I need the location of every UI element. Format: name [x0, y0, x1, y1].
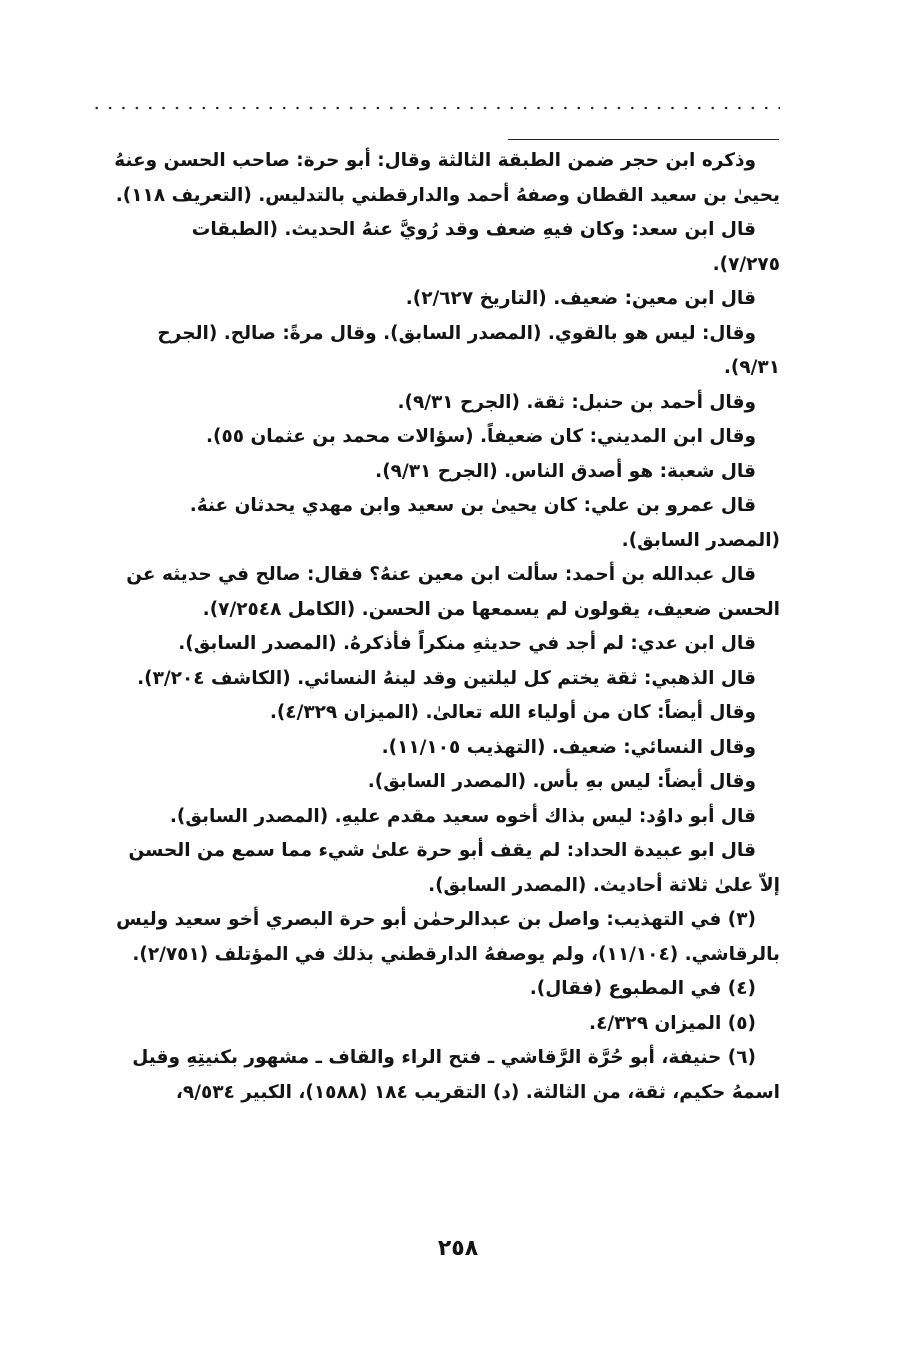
footnote-line: اسمهُ حكيم، ثقة، من الثالثة. (د) التقريب ١٨٤ (١٥٨٨)، الكبير ٩/٥٣٤، — [175, 1081, 780, 1103]
footnote-line: (٣) في التهذيب: واصل بن عبدالرحمٰن أبو حرة البصري أخو سعيد وليس — [116, 909, 756, 930]
text-line: ٧/٢٧٥). — [712, 253, 780, 275]
text-line: وقال أيضاً: ليس بهِ بأس. (المصدر السابق). — [367, 771, 756, 792]
text-line: قال شعبة: هو أصدق الناس. (الجرح ٩/٣١). — [375, 460, 756, 482]
text-line: وقال النسائي: ضعيف. (التهذيب ١١/١٠٥). — [381, 736, 756, 758]
footnote-line: بالرقاشي. (١١/١٠٤)، ولم يوصفهُ الدارقطني بذلك في المؤتلف (٢/٧٥١). — [132, 943, 780, 965]
text-line: يحيىٰ بن سعيد القطان وصفهُ أحمد والدارقطني بالتدليس. (التعريف ١١٨). — [115, 184, 780, 206]
text-line: وقال أحمد بن حنبل: ثقة. (الجرح ٩/٣١). — [397, 391, 756, 413]
text-line: الحسن ضعيف، يقولون لم يسمعها من الحسن. (الكامل ٧/٢٥٤٨). — [202, 598, 780, 620]
text-line: قال ابن عدي: لم أجد في حديثهِ منكراً فأذكرهُ. (المصدر السابق). — [178, 633, 756, 654]
footnote-line: (٤) في المطبوع (فقال). — [529, 978, 756, 999]
text-line: قال ابن سعد: وكان فيهِ ضعف وقد رُويَّ عنهُ الحديث. (الطبقات — [191, 219, 756, 240]
dotted-separator — [90, 103, 780, 113]
footnote-rule — [508, 139, 779, 140]
footnote-line: (٥) الميزان ٤/٣٢٩. — [589, 1012, 756, 1034]
footnote-line: (٦) حنيفة، أبو حُرَّة الرَّقاشي ـ فتح الراء والقاف ـ مشهور بكنيتِهِ وقيل — [132, 1047, 756, 1068]
text-line: قال ابو عبيدة الحداد: لم يقف أبو حرة علىٰ شيء مما سمع من الحسن — [128, 840, 756, 861]
text-line: وقال أيضاً: كان من أولياء الله تعالىٰ. (الميزان ٤/٣٢٩). — [269, 702, 756, 723]
text-line: وقال ابن المديني: كان ضعيفاً. (سؤالات محمد بن عثمان ٥٥). — [206, 426, 756, 447]
text-line: قال أبو داوُد: ليس بذاك أخوه سعيد مقدم عليهِ. (المصدر السابق). — [169, 805, 756, 827]
page-number: ٢٥٨ — [437, 1236, 479, 1261]
text-line: قال عبدالله بن أحمد: سألت ابن معين عنهُ؟ فقال: صالح في حديثه عن — [126, 564, 756, 585]
text-line: ٩/٣١). — [723, 357, 780, 378]
text-line: قال الذهبي: ثقة يختم كل ليلتين وقد لينهُ النسائي. (الكاشف ٣/٢٠٤). — [137, 667, 756, 689]
footnote-text — [80, 144, 780, 1110]
text-line: وذكره ابن حجر ضمن الطبقة الثالثة وقال: أبو حرة: صاحب الحسن وعنهُ — [114, 150, 756, 171]
text-line: إلاّ علىٰ ثلاثة أحاديث. (المصدر السابق). — [428, 874, 780, 896]
text-line: قال ابن معين: ضعيف. (التاريخ ٢/٦٢٧). — [405, 288, 756, 309]
text-line: (المصدر السابق). — [621, 529, 780, 551]
text-line: قال عمرو بن علي: كان يحيىٰ بن سعيد وابن مهدي يحدثان عنهُ. — [189, 495, 756, 516]
text-line: وقال: ليس هو بالقوي. (المصدر السابق). وقال مرةً: صالح. (الجرح — [157, 322, 756, 344]
